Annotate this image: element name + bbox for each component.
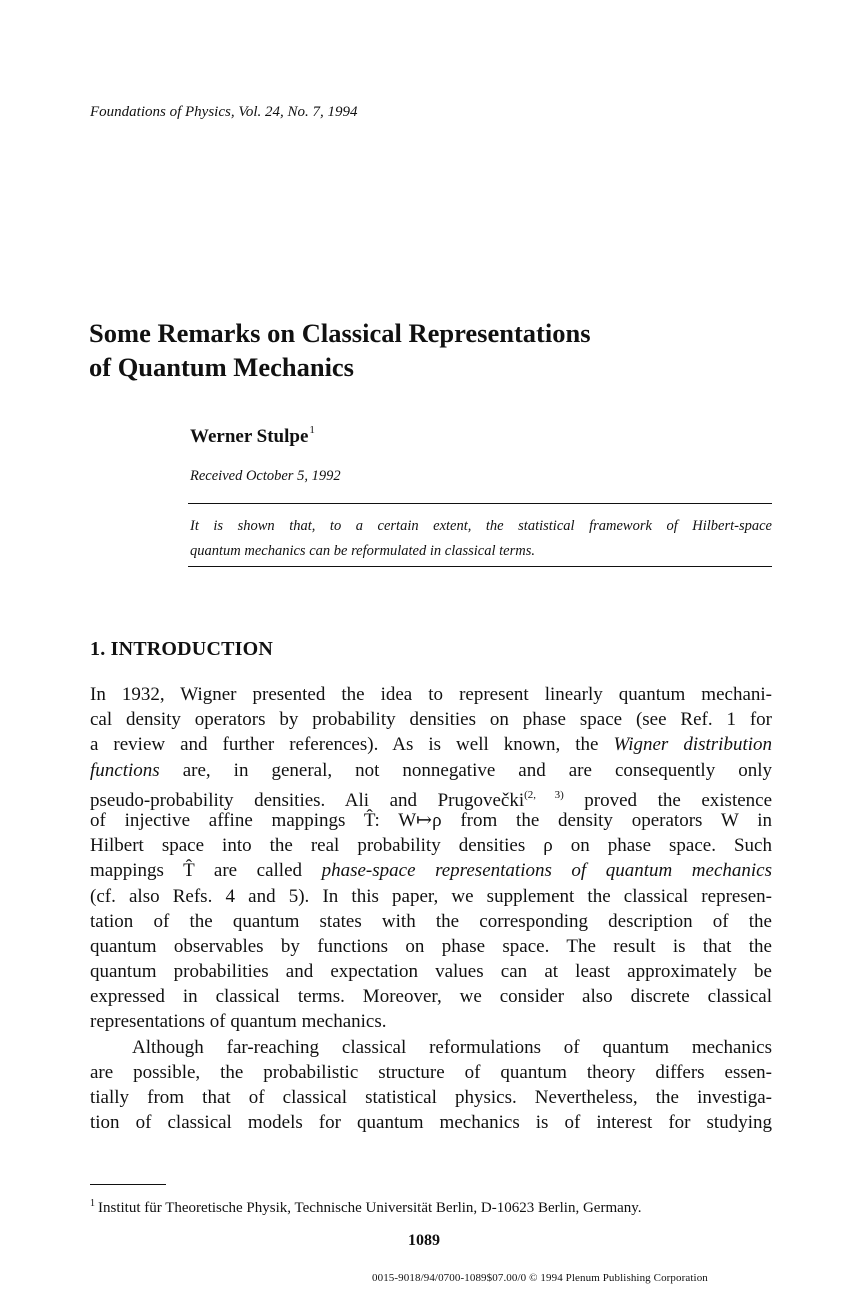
abstract-top-rule <box>188 503 772 504</box>
body-text: are, in general, not nonnegative and are consequently only <box>182 759 773 781</box>
body-text: pseudo-probability densities. Ali and Prugovečki <box>90 789 525 811</box>
body-line: expressed in classical terms. Moreover, we consider also discrete classical <box>90 986 772 1008</box>
received-date: Received October 5, 1992 <box>190 468 341 484</box>
body-line: quantum observables by functions on phase space. The result is that the <box>90 935 772 957</box>
section-heading: 1. INTRODUCTION <box>90 638 274 660</box>
footnote-rule <box>90 1184 166 1185</box>
body-text: mappings T̂ are called <box>90 860 303 882</box>
body-line: Although far-reaching classical reformulations of quantum mechanics <box>132 1036 772 1058</box>
page-number: 1089 <box>408 1232 440 1249</box>
body-line <box>90 783 773 811</box>
author-footnote-mark: 1 <box>309 424 315 436</box>
abstract-line: quantum mechanics can be reformulated in classical terms. <box>190 543 535 560</box>
body-line: cal density operators by probability densities on phase space (see Ref. 1 for <box>90 709 772 731</box>
body-text: a review and further references). As is well known, the <box>90 734 599 756</box>
body-text: proved the existence <box>584 789 773 811</box>
footnote <box>90 1198 642 1217</box>
body-line: tially from that of classical statistical physics. Nevertheless, the investiga- <box>90 1087 772 1108</box>
body-line <box>90 858 772 883</box>
footnote-mark: 1 <box>90 1198 95 1209</box>
citation-superscript: (2, 3) <box>524 788 564 801</box>
footnote-text: Institut für Theoretische Physik, Technische Universität Berlin, D-10623 Berlin, Germany. <box>98 1200 642 1216</box>
body-line: quantum probabilities and expectation values can at least approximately be <box>90 961 772 983</box>
body-line: Hilbert space into the real probability densities ρ on phase space. Such <box>90 835 772 857</box>
abstract <box>190 516 772 566</box>
paper-title <box>89 316 789 384</box>
emphasis-text: phase-space representations of quantum mechanics <box>321 860 773 882</box>
body-line: tation of the quantum states with the corresponding description of the <box>90 910 772 932</box>
emphasis-text: Wigner distribution <box>613 734 772 756</box>
abstract-line: It is shown that, to a certain extent, the statistical framework of Hilbert-space <box>190 518 772 534</box>
author-name-text: Werner Stulpe <box>190 426 309 447</box>
body-line: are possible, the probabilistic structure of quantum theory differs essen- <box>90 1061 772 1083</box>
author-name <box>190 424 315 448</box>
body-line <box>90 758 772 783</box>
abstract-bottom-rule <box>188 566 772 567</box>
body-line: representations of quantum mechanics. <box>90 1011 387 1033</box>
paper-title-line-1: Some Remarks on Classical Representations <box>89 318 591 348</box>
body-line: of injective affine mappings T̂: W↦ρ from the density operators W in <box>90 809 772 831</box>
emphasis-text: functions <box>90 759 160 781</box>
body-line: tion of classical models for quantum mechanics is of interest for studying <box>90 1112 772 1134</box>
journal-citation: Foundations of Physics, Vol. 24, No. 7, 1994 <box>90 104 358 120</box>
body-line: In 1932, Wigner presented the idea to represent linearly quantum mechani- <box>90 684 772 705</box>
paper-title-line-2: of Quantum Mechanics <box>89 352 354 382</box>
body-line: (cf. also Refs. 4 and 5). In this paper, we supplement the classical represen- <box>90 885 772 907</box>
body-line <box>90 732 772 757</box>
section-body <box>90 682 772 1135</box>
copyright-line: 0015-9018/94/0700-1089$07.00/0 © 1994 Plenum Publishing Corporation <box>372 1272 708 1284</box>
